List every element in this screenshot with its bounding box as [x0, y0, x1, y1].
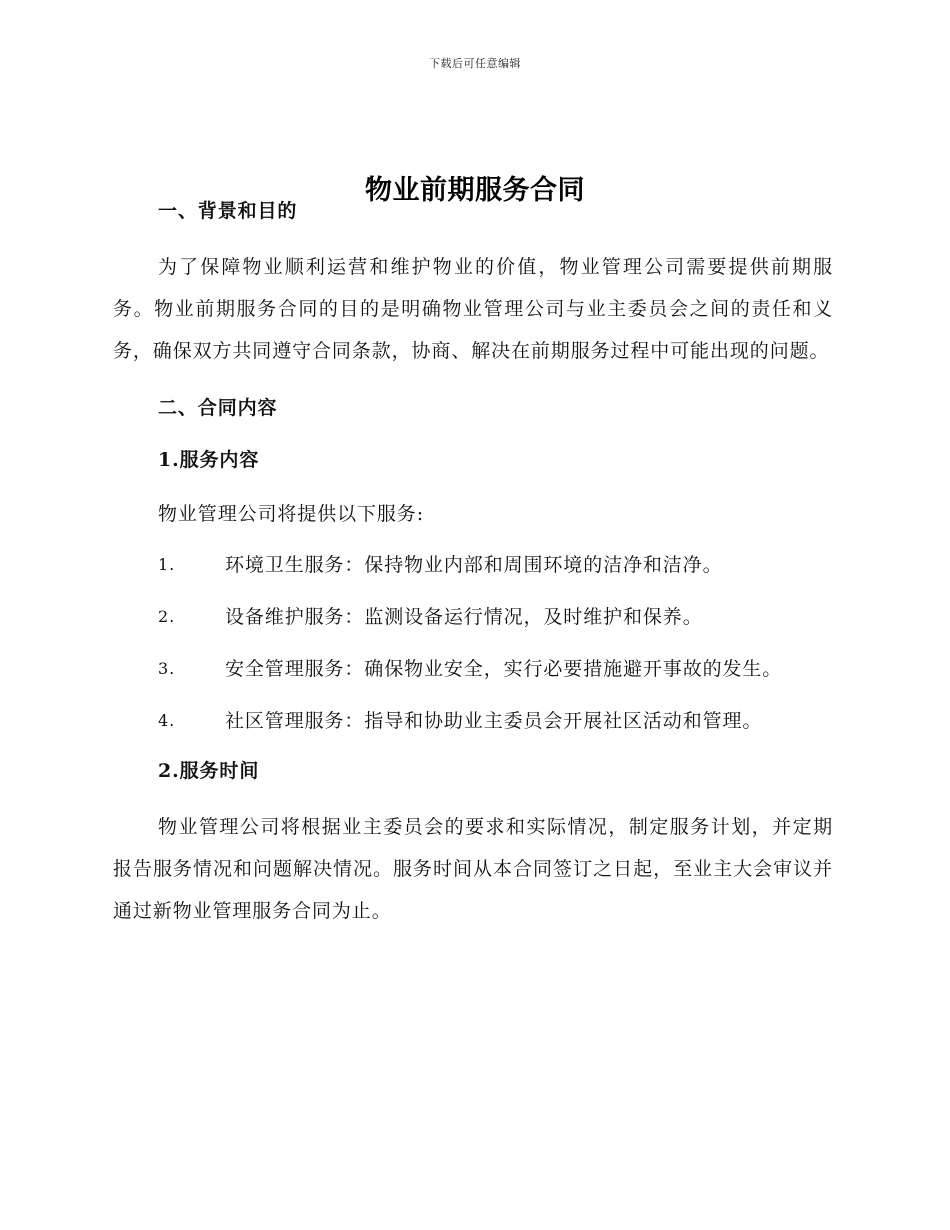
background-paragraph: 为了保障物业顺利运营和维护物业的价值，物业管理公司需要提供前期服务。物业前期服务合同的目的是明确物业管理公司与业主委员会之间的责任和义务，确保双方共同遵守合同条款，协商、解决在前期服务过程中可能出现的问题。 [113, 256, 833, 362]
list-item [113, 704, 833, 738]
section-heading-contract-content: 二、合同内容 [158, 397, 278, 419]
subsection-heading-service-content: 1.服务内容 [158, 449, 260, 471]
list-item-number: 1. [158, 555, 176, 574]
header-note: 下载后可任意编辑 [429, 57, 521, 70]
list-item [113, 548, 833, 582]
service-time-paragraph: 物业管理公司将根据业主委员会的要求和实际情况，制定服务计划，并定期报告服务情况和问题解决情况。服务时间从本合同签订之日起，至业主大会审议并通过新物业管理服务合同为止。 [113, 816, 833, 922]
list-item-number: 2. [158, 607, 176, 626]
service-list [113, 548, 833, 738]
list-item-number: 3. [158, 659, 176, 678]
section-heading-background: 一、背景和目的 [158, 200, 298, 222]
list-item [113, 600, 833, 634]
subsection-heading-service-time: 2.服务时间 [158, 760, 260, 782]
list-item-text: 设备维护服务：监测设备运行情况，及时维护和保养。 [225, 606, 703, 628]
list-item [113, 652, 833, 686]
list-item-text: 环境卫生服务：保持物业内部和周围环境的洁净和洁净。 [225, 554, 723, 576]
list-item-text: 安全管理服务：确保物业安全，实行必要措施避开事故的发生。 [225, 658, 783, 680]
list-item-text: 社区管理服务：指导和协助业主委员会开展社区活动和管理。 [225, 710, 763, 732]
document-body [113, 196, 833, 932]
service-intro: 物业管理公司将提供以下服务: [158, 503, 425, 525]
list-item-number: 4. [158, 711, 176, 730]
document-title: 物业前期服务合同 [365, 175, 585, 207]
